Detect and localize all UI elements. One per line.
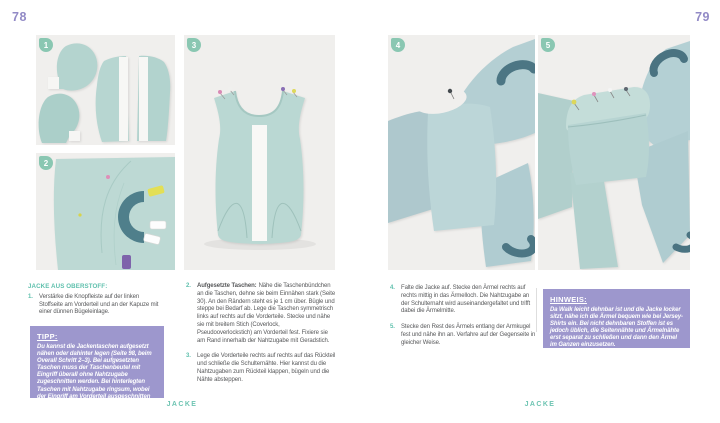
step-number: 4. xyxy=(390,285,395,291)
chapter-footer-left: JACKE xyxy=(166,401,198,408)
step-number: 3. xyxy=(186,353,191,360)
note-box xyxy=(543,289,690,348)
page-number-right: 79 xyxy=(695,10,710,24)
step-photo-5 xyxy=(538,35,690,270)
page-number-left: 78 xyxy=(12,10,27,24)
step-text xyxy=(197,283,336,345)
note-text: Da Walk leicht dehnbar ist und die Jacke locker sitzt, nähe ich die Ärmel bequem wie bei Jersey-Shirts ein. Bei nicht dehnbaren Stoffen ist es jedoch üblich, die Seitennähte und Ärmelnähte erst separat zu schließen und dann den Ärmel im Ganzen einzusetzen. xyxy=(550,307,683,349)
step-item-4 xyxy=(390,285,536,316)
sleeve-placement-illustration xyxy=(388,35,535,270)
step-badge-4: 4 xyxy=(391,38,405,52)
section-heading: JACKE AUS OBERSTOFF: xyxy=(28,283,108,290)
tip-title: TIPP: xyxy=(37,332,58,341)
left-text-column-1 xyxy=(28,283,164,325)
step-text xyxy=(401,285,536,316)
step-number: 2. xyxy=(186,283,191,289)
step-text xyxy=(39,294,164,317)
sleeve-pinned-illustration xyxy=(538,35,690,270)
tip-box xyxy=(30,326,164,407)
step-text-body: Lege die Vorderteile rechts auf rechts auf das Rückteil und schließe die Schulternähte. Hier kannst du die Nahtzugaben zum Rückteil klappen, bügeln und die Nähte absteppen. xyxy=(197,353,336,383)
step-number: 1. xyxy=(28,293,33,300)
step-item-1 xyxy=(28,294,164,317)
left-text-column-2 xyxy=(186,283,336,393)
step-item-2 xyxy=(186,283,336,345)
front-placket-illustration xyxy=(184,35,335,270)
step-text xyxy=(401,324,536,347)
step-badge-1: 1 xyxy=(39,38,53,52)
step-badge-3: 3 xyxy=(187,38,201,52)
step-badge-5: 5 xyxy=(541,38,555,52)
chapter-footer-right: JACKE xyxy=(524,401,556,408)
step-item-5 xyxy=(390,324,536,347)
step-text-body: Stecke den Rest des Ärmels entlang der Armkugel fest und nähe ihn an. Verfahre auf der Gegenseite in gleicher Weise. xyxy=(401,324,536,346)
step-photo-2 xyxy=(36,153,175,270)
column-divider xyxy=(536,288,537,332)
step-badge-2: 2 xyxy=(39,156,53,170)
tip-text: Du kannst die Jackentaschen aufgesetzt nähen oder dahinter legen (Seite 98, beim Overall Schritt 2–3). Bei aufgesetzten Taschen muss der Taschenbeutel mit Eingriff überall ohne Nahtzugabe zugeschnitten werden. Bei hinterlegten Taschen mit Nahtzugabe ringsum, wobei der Eingriff am Vorderteil ausgeschnitten wird. xyxy=(37,344,152,407)
step-lead: Aufgesetzte Taschen: xyxy=(197,283,257,289)
step-item-3 xyxy=(186,353,336,384)
pocket-binding-illustration xyxy=(36,153,175,270)
cut-pieces-illustration xyxy=(36,35,175,145)
note-title: HINWEIS: xyxy=(550,295,587,304)
step-photo-1 xyxy=(36,35,175,145)
step-photo-3 xyxy=(184,35,335,270)
step-text-body: Verstärke die Knopfleiste auf der linken Stoffseite am Vorderteil und an der Kapuze mit einer dünnen Bügeleinlage. xyxy=(39,293,159,316)
step-photo-4 xyxy=(388,35,535,270)
step-text-body: Nähe die Taschenbündchen an die Taschen, dehne sie beim Einnähen stark (Seite 30). An den Rändern steht es je 1 cm über. Bügle und steppe bei Bedarf ab. Lege die Taschen symmetrisch links auf rechts auf die Vorderteile. Stecke und nähe sie mit breitem Stich (Coverlock, Pseudooverlockstich) am Vorderteil fest. Fixiere sie am Rand innerhalb der Nahtzugabe mit Geradstich. xyxy=(197,283,336,344)
step-text xyxy=(197,353,336,384)
right-text-column-1 xyxy=(390,285,536,356)
step-text-body: Falte die Jacke auf. Stecke den Ärmel rechts auf rechts mittig in das Ärmelloch. Die Nahtzugabe an der Schulternaht wird auseinandergefaltet und trifft dabei die Ärmelmitte. xyxy=(401,285,531,315)
step-number: 5. xyxy=(390,324,395,331)
